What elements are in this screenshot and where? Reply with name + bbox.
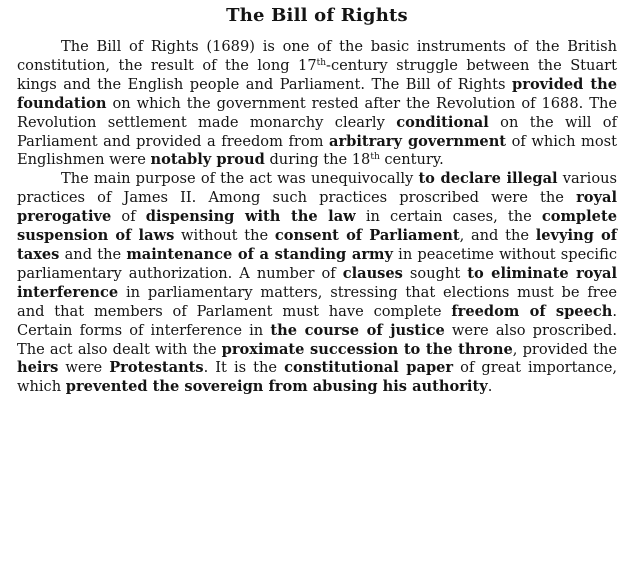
text-run: in parliamentary matters, stressing that elections must be free and that members of Parlament must have complete bbox=[17, 283, 617, 320]
paragraph-1 bbox=[17, 38, 617, 170]
text-run: -century struggle between the Stuart kings and the English people and Parliament. The Bill of Rights bbox=[17, 56, 617, 93]
bold-term: to eliminate royal interference bbox=[17, 264, 617, 301]
ordinal-suffix: th bbox=[370, 152, 380, 163]
text-run: , and the bbox=[459, 227, 536, 245]
text-run: . It is the bbox=[203, 359, 285, 377]
text-run: The Bill of Rights (1689) is one of the basic instruments of the British constitution, the result of the long 17 bbox=[17, 38, 617, 74]
text-run: were bbox=[58, 359, 110, 377]
bold-term: to declare illegal bbox=[418, 170, 558, 188]
bold-term: proximate succession to the throne bbox=[221, 340, 513, 358]
text-run: of which most Englishmen were bbox=[17, 132, 618, 169]
text-run: during the 18 bbox=[264, 151, 371, 169]
text-run: . Certain forms of interference in bbox=[17, 302, 618, 339]
bold-term: the course of justice bbox=[270, 321, 445, 339]
text-run: century. bbox=[379, 151, 444, 169]
bold-term: dispensing with the law bbox=[145, 208, 356, 226]
bold-term: freedom of speech bbox=[451, 302, 613, 320]
bold-term: Protestants bbox=[109, 359, 204, 377]
bold-term: maintenance of a standing army bbox=[126, 245, 393, 263]
bold-term: provided the foundation bbox=[17, 75, 617, 112]
text-run: on which the government rested after the Revolution of 1688. The Revolution settlement made monarchy clearly bbox=[17, 94, 617, 131]
text-run: were also proscribed. The act also dealt with the bbox=[17, 321, 618, 358]
bold-term: prevented the sovereign from abusing his authority bbox=[65, 378, 488, 396]
bold-term: heirs bbox=[17, 359, 59, 377]
bold-term: constitutional paper bbox=[284, 359, 454, 377]
bold-term: royal prerogative bbox=[17, 189, 617, 226]
text-run: of bbox=[111, 208, 146, 226]
bold-term: clauses bbox=[342, 264, 403, 282]
bold-term: consent of Parliament bbox=[274, 227, 460, 245]
paragraph-2 bbox=[17, 170, 617, 397]
text-run: and the bbox=[59, 245, 127, 263]
bold-term: levying of taxes bbox=[17, 227, 618, 263]
text-run: various practices of James II. Among such practices proscribed were the bbox=[17, 170, 617, 207]
text-run: in peacetime without specific parliamentary authorization. A number of bbox=[17, 245, 617, 282]
text-run: without the bbox=[174, 227, 275, 245]
ordinal-suffix: th bbox=[316, 57, 327, 68]
document-title: The Bill of Rights bbox=[226, 5, 408, 26]
text-run: of great importance, which bbox=[17, 359, 617, 396]
text-run: sought bbox=[402, 264, 468, 282]
text-run: , provided the bbox=[512, 340, 617, 358]
bold-term: arbitrary government bbox=[329, 132, 507, 150]
text-run: on the will of Parliament and provided a freedom from bbox=[17, 113, 617, 150]
text-run: . bbox=[487, 378, 493, 396]
bold-term: conditional bbox=[396, 113, 489, 131]
text-run: in certain cases, the bbox=[355, 208, 542, 226]
bold-term: complete suspension of laws bbox=[17, 208, 617, 245]
bold-term: notably proud bbox=[150, 151, 265, 169]
text-run: The main purpose of the act was unequivocally bbox=[61, 170, 419, 188]
